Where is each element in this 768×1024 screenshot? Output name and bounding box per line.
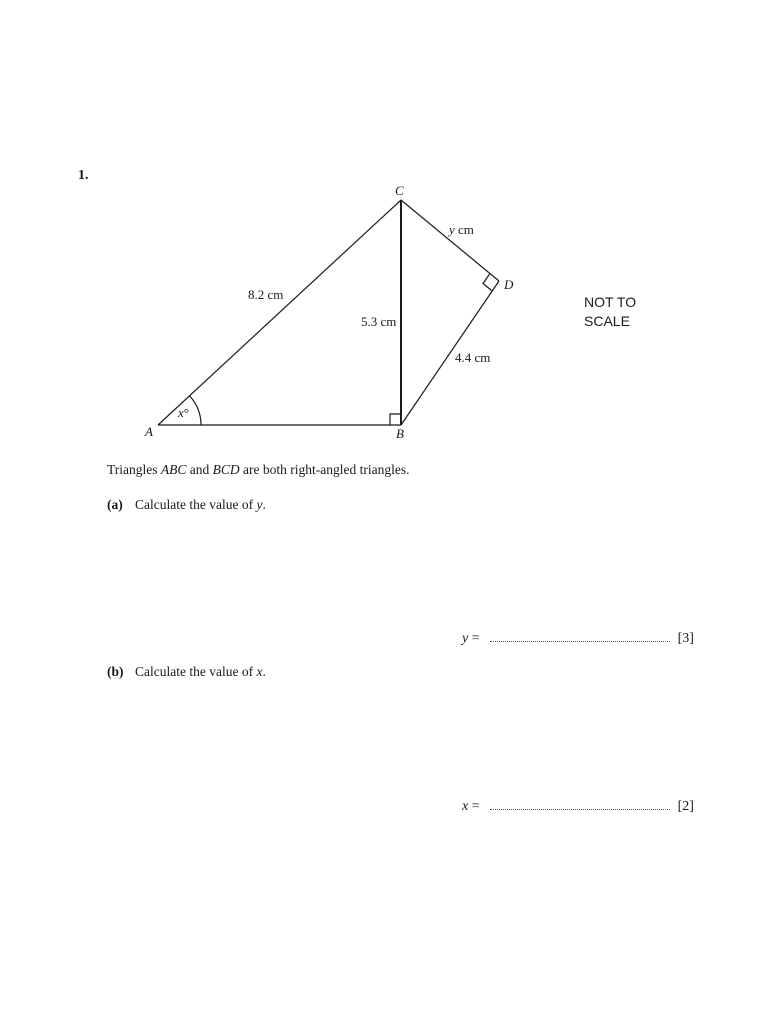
vertex-label-d: D <box>504 277 514 292</box>
side-label-bc: 5.3 cm <box>361 314 397 329</box>
question-number: 1. <box>78 168 89 183</box>
side-label-ac: 8.2 cm <box>248 287 284 302</box>
right-angle-mark-b <box>390 414 401 425</box>
side-ac <box>158 200 401 425</box>
answer-dotted-line[interactable] <box>490 799 670 810</box>
part-a-label: (a) <box>107 497 123 512</box>
marks-badge: [3] <box>677 631 694 646</box>
vertex-label-c: C <box>395 183 404 198</box>
vertex-label-a: A <box>145 424 153 439</box>
side-cd <box>401 200 499 281</box>
part-b-question: (b) Calculate the value of x. <box>107 664 266 679</box>
right-angle-mark-d <box>483 274 492 291</box>
marks-badge: [2] <box>677 799 694 814</box>
question-intro: Triangles ABC and BCD are both right-angled triangles. <box>107 462 410 477</box>
part-b-answer-line[interactable]: x = [2] <box>462 799 694 814</box>
answer-dotted-line[interactable] <box>490 631 670 642</box>
part-a-question: (a) Calculate the value of y. <box>107 497 266 512</box>
angle-label-x: x° <box>178 405 189 420</box>
not-to-scale-note: NOT TO SCALE <box>584 294 637 329</box>
part-a-answer-line[interactable]: y = [3] <box>462 631 694 646</box>
side-label-cd: y cm <box>449 222 474 237</box>
side-label-bd: 4.4 cm <box>455 350 491 365</box>
part-b-label: (b) <box>107 664 124 679</box>
angle-arc-a <box>190 396 201 425</box>
vertex-label-b: B <box>396 426 404 441</box>
